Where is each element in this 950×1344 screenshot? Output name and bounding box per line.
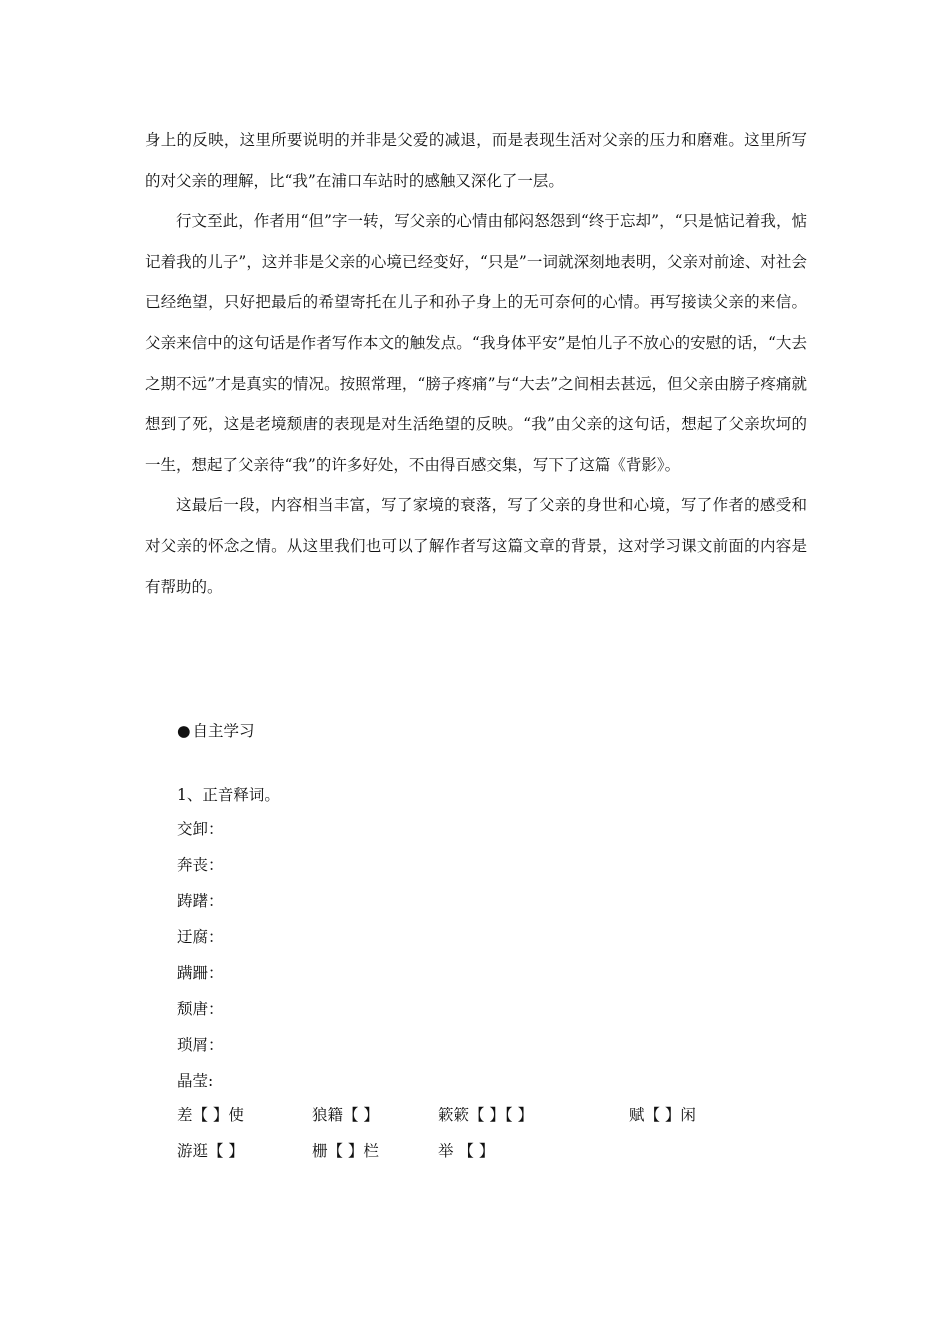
pinyin-item: 栅【 】栏 [312,1142,379,1160]
pinyin-item: 狼籍【 】 [312,1106,379,1124]
vocab-item: 蹒跚： [177,964,224,982]
vocab-list [177,816,224,1104]
vocab-item: 交卸： [177,820,224,838]
vocab-item: 颓唐： [177,1000,224,1018]
vocab-item: 琐屑： [177,1036,224,1054]
paragraph-turn: 行文至此，作者用“但”字一转，写父亲的心情由郁闷怒怨到“终于忘却”，“只是惦记着我，惦记着我的儿子”，这并非是父亲的心境已经变好，“只是”一词就深刻地表明，父亲对前途、对社会已经绝望，只好把最后的希望寄托在儿子和孙子身上的无可奈何的心情。再写接读父亲的来信。父亲来信中的这句话是作者写作本文的触发点。“我身体平安”是怕儿子不放心的安慰的话，“大去之期不远”才是真实的情况。按照常理，“膀子疼痛”与“大去”之间相去甚远，但父亲由膀子疼痛就想到了死，这是老境颓唐的表现是对生活绝望的反映。“我”由父亲的这句话，想起了父亲坎坷的一生，想起了父亲待“我”的许多好处，不由得百感交集，写下了这篇《背影》。 [145,212,807,474]
pinyin-item: 赋【 】闲 [629,1106,696,1124]
pinyin-item: 差【 】使 [177,1106,244,1124]
bullet-icon: ● [177,722,191,740]
pinyin-item: 举 【 】 [438,1142,495,1160]
body-text [145,120,807,607]
vocab-item: 奔丧： [177,856,224,874]
exercise-title: 1、正音释词。 [177,786,280,804]
paragraph-continued: 身上的反映，这里所要说明的并非是父爱的减退，而是表现生活对父亲的压力和磨难。这里所写的对父亲的理解，比“我”在浦口车站时的感触又深化了一层。 [145,131,807,190]
vocab-item: 晶莹: [177,1072,214,1090]
section-title: 自主学习 [192,722,255,740]
paragraph-summary: 这最后一段，内容相当丰富，写了家境的衰落，写了父亲的身世和心境，写了作者的感受和对父亲的怀念之情。从这里我们也可以了解作者写这篇文章的背景，这对学习课文前面的内容是有帮助的。 [145,496,807,596]
pinyin-item: 游逛【 】 [177,1142,244,1160]
pinyin-item: 簌簌【 】【 】 [438,1106,534,1124]
vocab-item: 迂腐： [177,928,224,946]
section-heading [177,718,255,744]
vocab-item: 踌躇： [177,892,224,910]
